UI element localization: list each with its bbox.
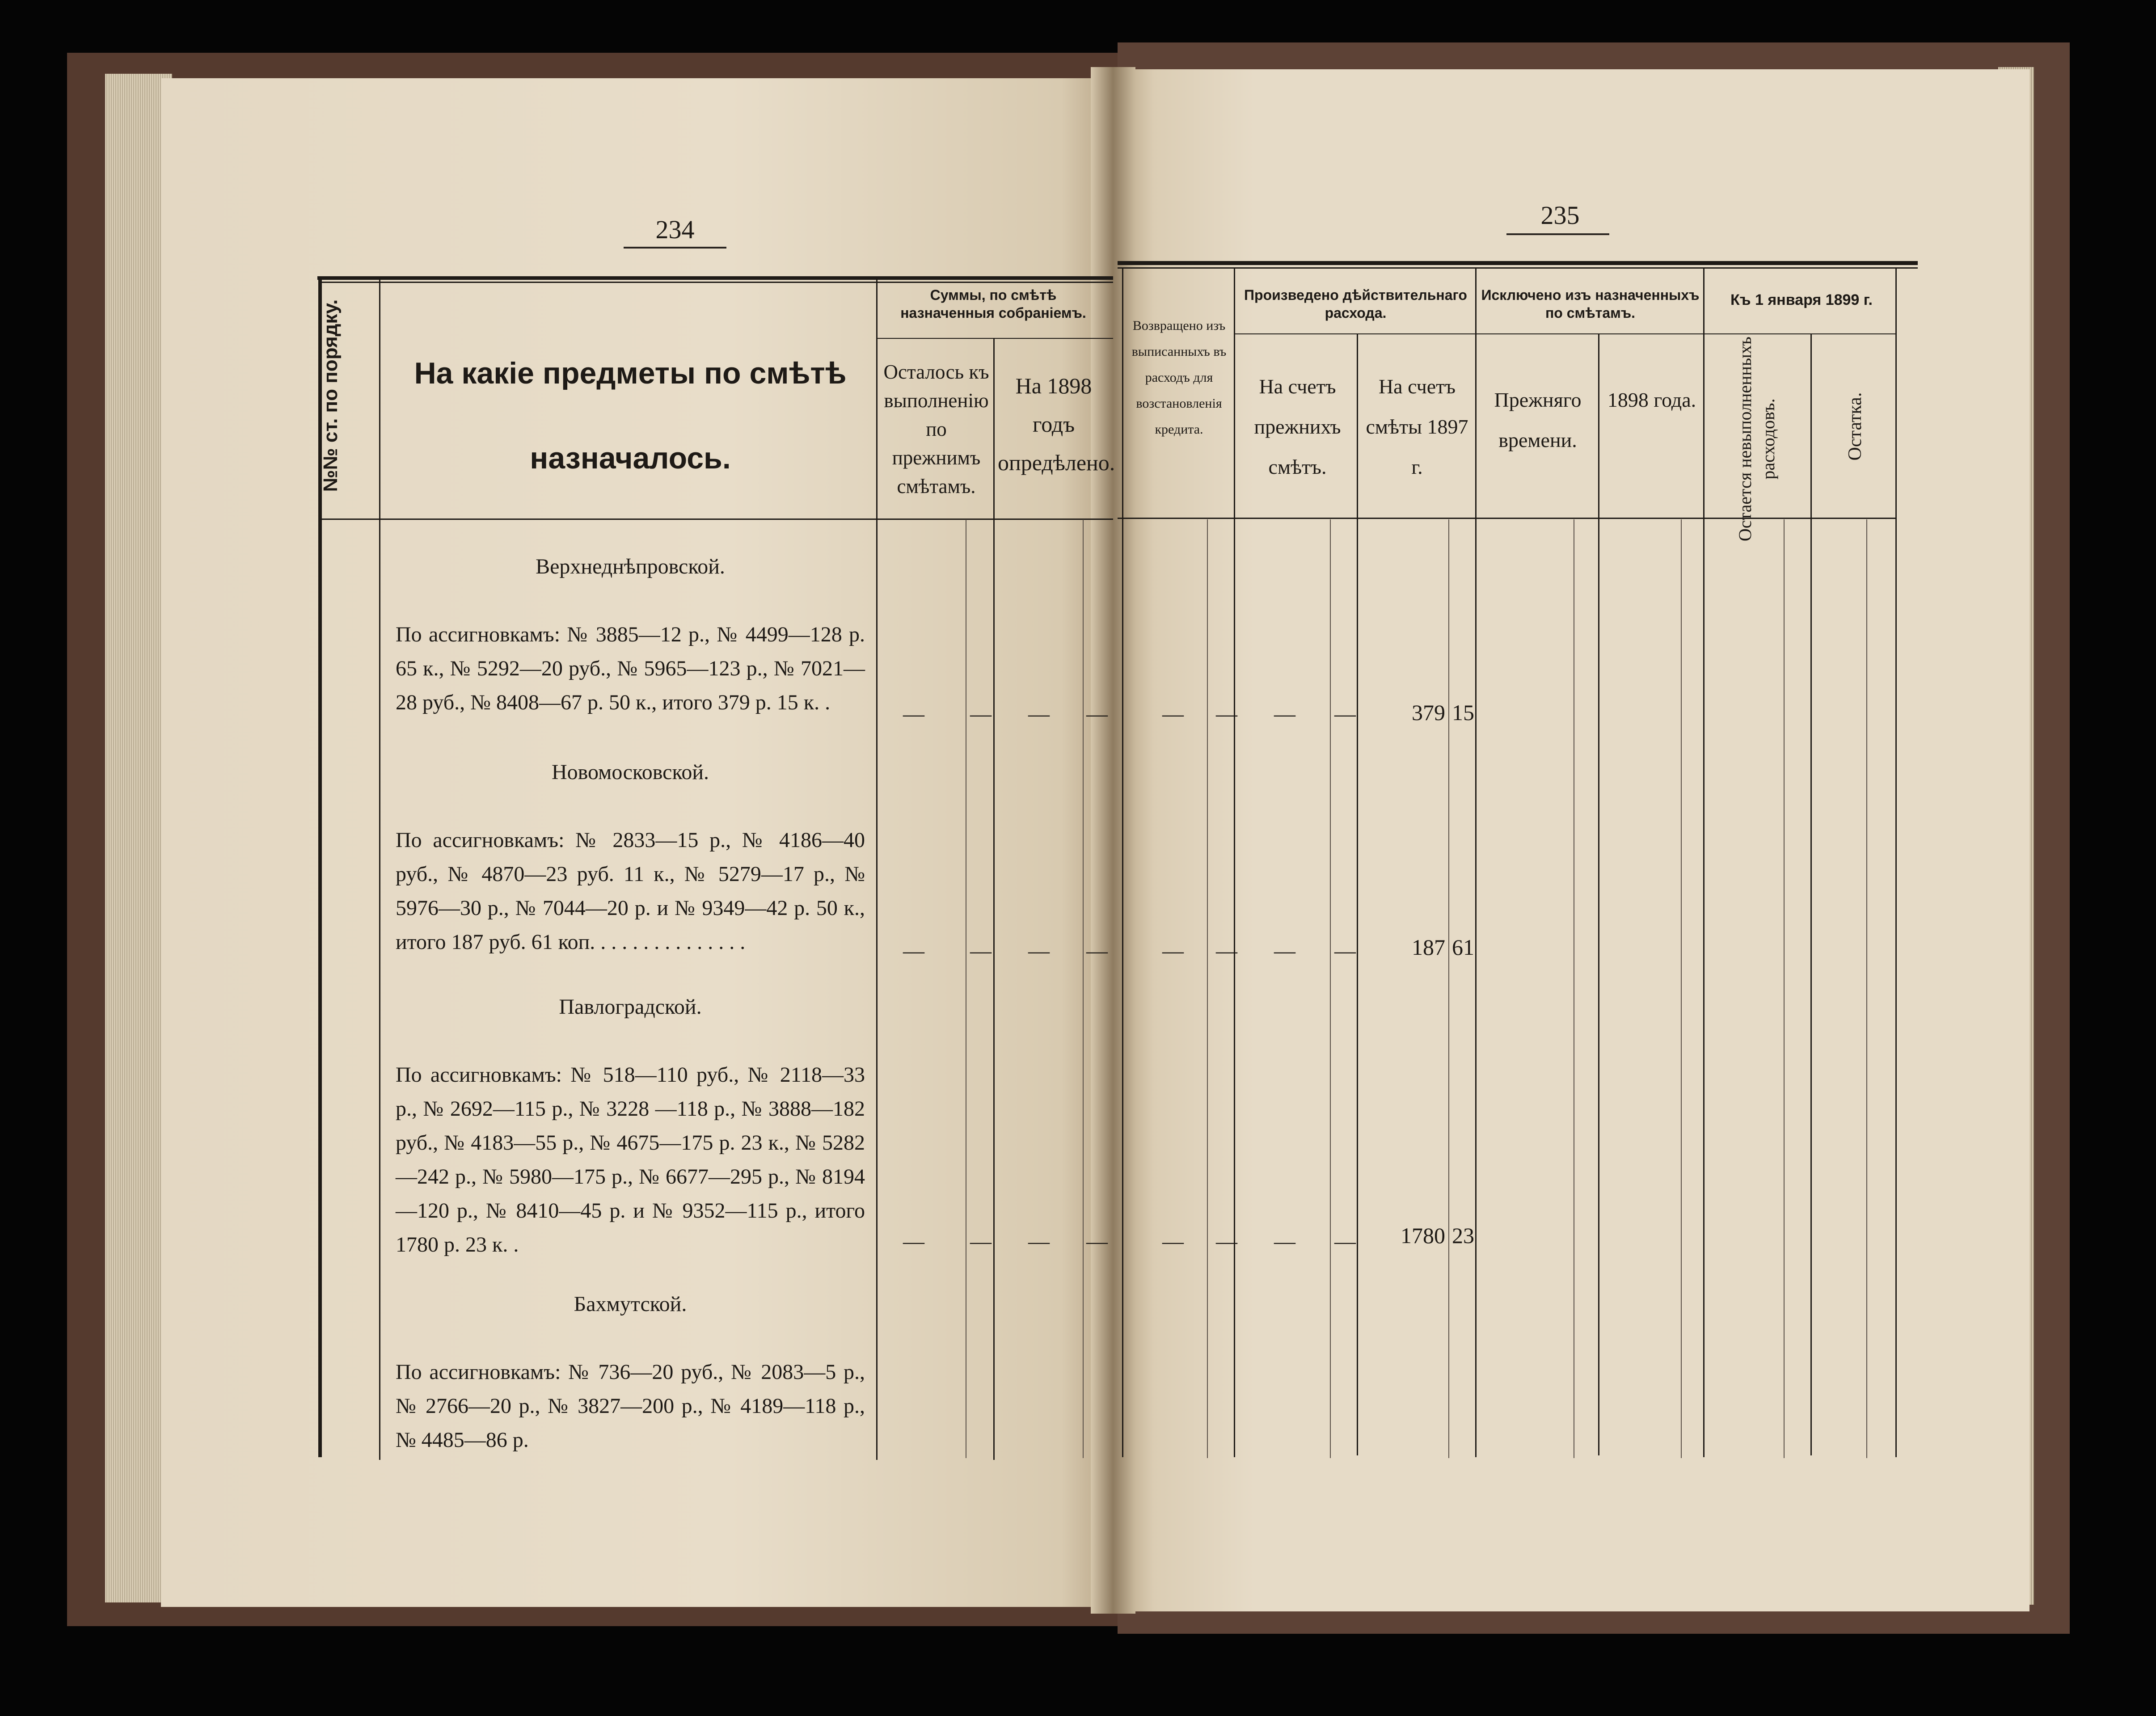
- dash: —: [970, 939, 992, 963]
- kop-divider-2: [1083, 519, 1084, 1458]
- table-top-rule-right-thin: [1118, 267, 1918, 269]
- col-divider-sums: [993, 338, 995, 1460]
- header-excluded-group: Исключено изъ назначенныхъ по смѣтамъ.: [1481, 287, 1700, 321]
- table-top-rule-right: [1118, 261, 1918, 265]
- entry-1: [396, 550, 865, 720]
- header-jan-outstanding: Остается невыполненныхъ расходовъ.: [1735, 337, 1778, 542]
- header-excluded-1898: 1898 года.: [1607, 388, 1696, 411]
- table-top-rule-left: [317, 276, 1113, 280]
- header-sums-remaining: Осталось къ выполненію по прежнимъ смѣтамъ.: [883, 361, 989, 498]
- dash: —: [970, 702, 992, 726]
- entry-text: По ассигновкамъ: № 736—20 руб., № 2083—5 р., № 2766—20 р., № 3827—200 р., № 4189—118 р., № 4485—86 р.: [396, 1360, 865, 1452]
- page-number-rule-right: [1506, 233, 1609, 235]
- col-divider-items: [876, 280, 878, 1460]
- col-border-right-start: [1122, 268, 1123, 1457]
- kop-divider-r6: [1784, 519, 1785, 1458]
- dash: —: [970, 1230, 992, 1253]
- dash: —: [1162, 702, 1184, 726]
- amount-rubles: 379: [1412, 700, 1445, 725]
- col-divider-returned: [1234, 268, 1235, 1457]
- page-number-right: 235: [1540, 201, 1580, 230]
- header-sums-1898: На 1898 годъ опредѣлено.: [998, 373, 1115, 475]
- district-name: Новомосковской.: [551, 760, 709, 784]
- district-name: Павлоградской.: [559, 995, 702, 1019]
- entry-text: По ассигновкамъ: № 518—110 руб., № 2118—33 р., № 2692—115 р., № 3228 —118 р., № 3888—182 руб., № 4183—55 р., № 4675—175 р. 23 к., № 5282—242 р., № 5980—175 р., № 6677—295 р., № 8194—120 р., № 8410—45 р. и № 9352—115 р., итого 1780 р. 23 к. .: [396, 1063, 865, 1256]
- dash: —: [903, 939, 924, 963]
- col-divider-excluded-end: [1703, 268, 1705, 1457]
- page-number-left: 234: [655, 215, 695, 244]
- header-returned: Возвращено изъ выписанныхъ въ расходъ для возстановленія кредита.: [1131, 318, 1227, 437]
- dash: —: [1086, 702, 1108, 726]
- dash: —: [1086, 939, 1108, 963]
- entry-text: По ассигновкамъ: № 3885—12 р., № 4499—128 р. 65 к., № 5292—20 руб., № 5965—123 р., № 7021—28 руб., № 8408—67 р. 50 к., итого 379 р. 15 к. .: [396, 623, 865, 714]
- entry-3: [396, 990, 865, 1262]
- header-produced-1897: На счетъ смѣты 1897 г.: [1366, 375, 1468, 478]
- header-jan-1899: Къ 1 января 1899 г.: [1730, 291, 1873, 308]
- col-divider-excluded: [1598, 333, 1599, 1455]
- dash: —: [903, 1230, 924, 1253]
- dash: —: [1216, 702, 1237, 726]
- district-name: Верхнеднѣпровской.: [536, 555, 725, 578]
- dash: —: [1162, 1230, 1184, 1253]
- entry-2: [396, 755, 865, 959]
- kop-divider-r5: [1681, 519, 1682, 1458]
- amount-kopecks: 61: [1452, 935, 1474, 960]
- dash: —: [1028, 939, 1050, 963]
- dash: —: [1028, 702, 1050, 726]
- dash: —: [1334, 702, 1356, 726]
- col-divider-jan: [1810, 333, 1812, 1455]
- dash: —: [1162, 939, 1184, 963]
- kop-divider-r3: [1448, 519, 1449, 1458]
- col-divider-produced: [1357, 333, 1358, 1455]
- amount-kopecks: 23: [1452, 1223, 1474, 1248]
- table-top-rule-left-thin: [318, 282, 1113, 283]
- amount-rubles: 187: [1412, 935, 1445, 960]
- col-divider-produced-end: [1475, 268, 1477, 1457]
- amount-rubles: 1780: [1401, 1223, 1445, 1248]
- dash: —: [1334, 939, 1356, 963]
- amount-kopecks: 15: [1452, 700, 1474, 725]
- dash: —: [1274, 939, 1295, 963]
- dash: —: [1086, 1230, 1108, 1253]
- kop-divider-r2: [1330, 519, 1331, 1458]
- dash: —: [1274, 1230, 1295, 1253]
- sums-subheader-rule: [876, 338, 1113, 339]
- district-name: Бахмутской.: [574, 1292, 687, 1316]
- header-excluded-previous: Прежняго времени.: [1494, 388, 1582, 451]
- entry-text: По ассигновкамъ: № 2833—15 р., № 4186—40 руб., № 4870—23 руб. 11 к., № 5279—17 р., № 5976—30 р., № 7044—20 р. и № 9349—42 р. 50 к., итого 187 руб. 61 коп. . . . . . . . . . . . . . .: [396, 828, 865, 954]
- dash: —: [903, 702, 924, 726]
- dash: —: [1216, 1230, 1237, 1253]
- kop-divider-r1: [1207, 519, 1208, 1458]
- dash: —: [1334, 1230, 1356, 1253]
- dash: —: [1216, 939, 1237, 963]
- col-divider-rownum: [379, 280, 380, 1460]
- right-subheader-rule: [1234, 333, 1895, 334]
- header-jan-balance: Остатка.: [1845, 392, 1865, 461]
- entry-4: [396, 1287, 865, 1457]
- header-sums-group: Суммы, по смѣтѣ назначенныя собраніемъ.: [900, 287, 1086, 321]
- header-produced-group: Произведено дѣйствительнаго расхода.: [1244, 287, 1467, 321]
- page-number-rule-left: [624, 247, 726, 249]
- dash: —: [1028, 1230, 1050, 1253]
- col-border-right-end: [1895, 268, 1897, 1457]
- header-produced-previous: На счетъ прежнихъ смѣтъ.: [1254, 375, 1341, 478]
- dash: —: [1274, 702, 1295, 726]
- ghost-text-bleedthrough: ⠀: [1372, 546, 1387, 568]
- header-items: На какіе предметы по смѣтѣ назначалось.: [414, 356, 847, 475]
- header-row-number: №№ ст. по порядку.: [320, 299, 342, 492]
- kop-divider-r7: [1866, 519, 1867, 1458]
